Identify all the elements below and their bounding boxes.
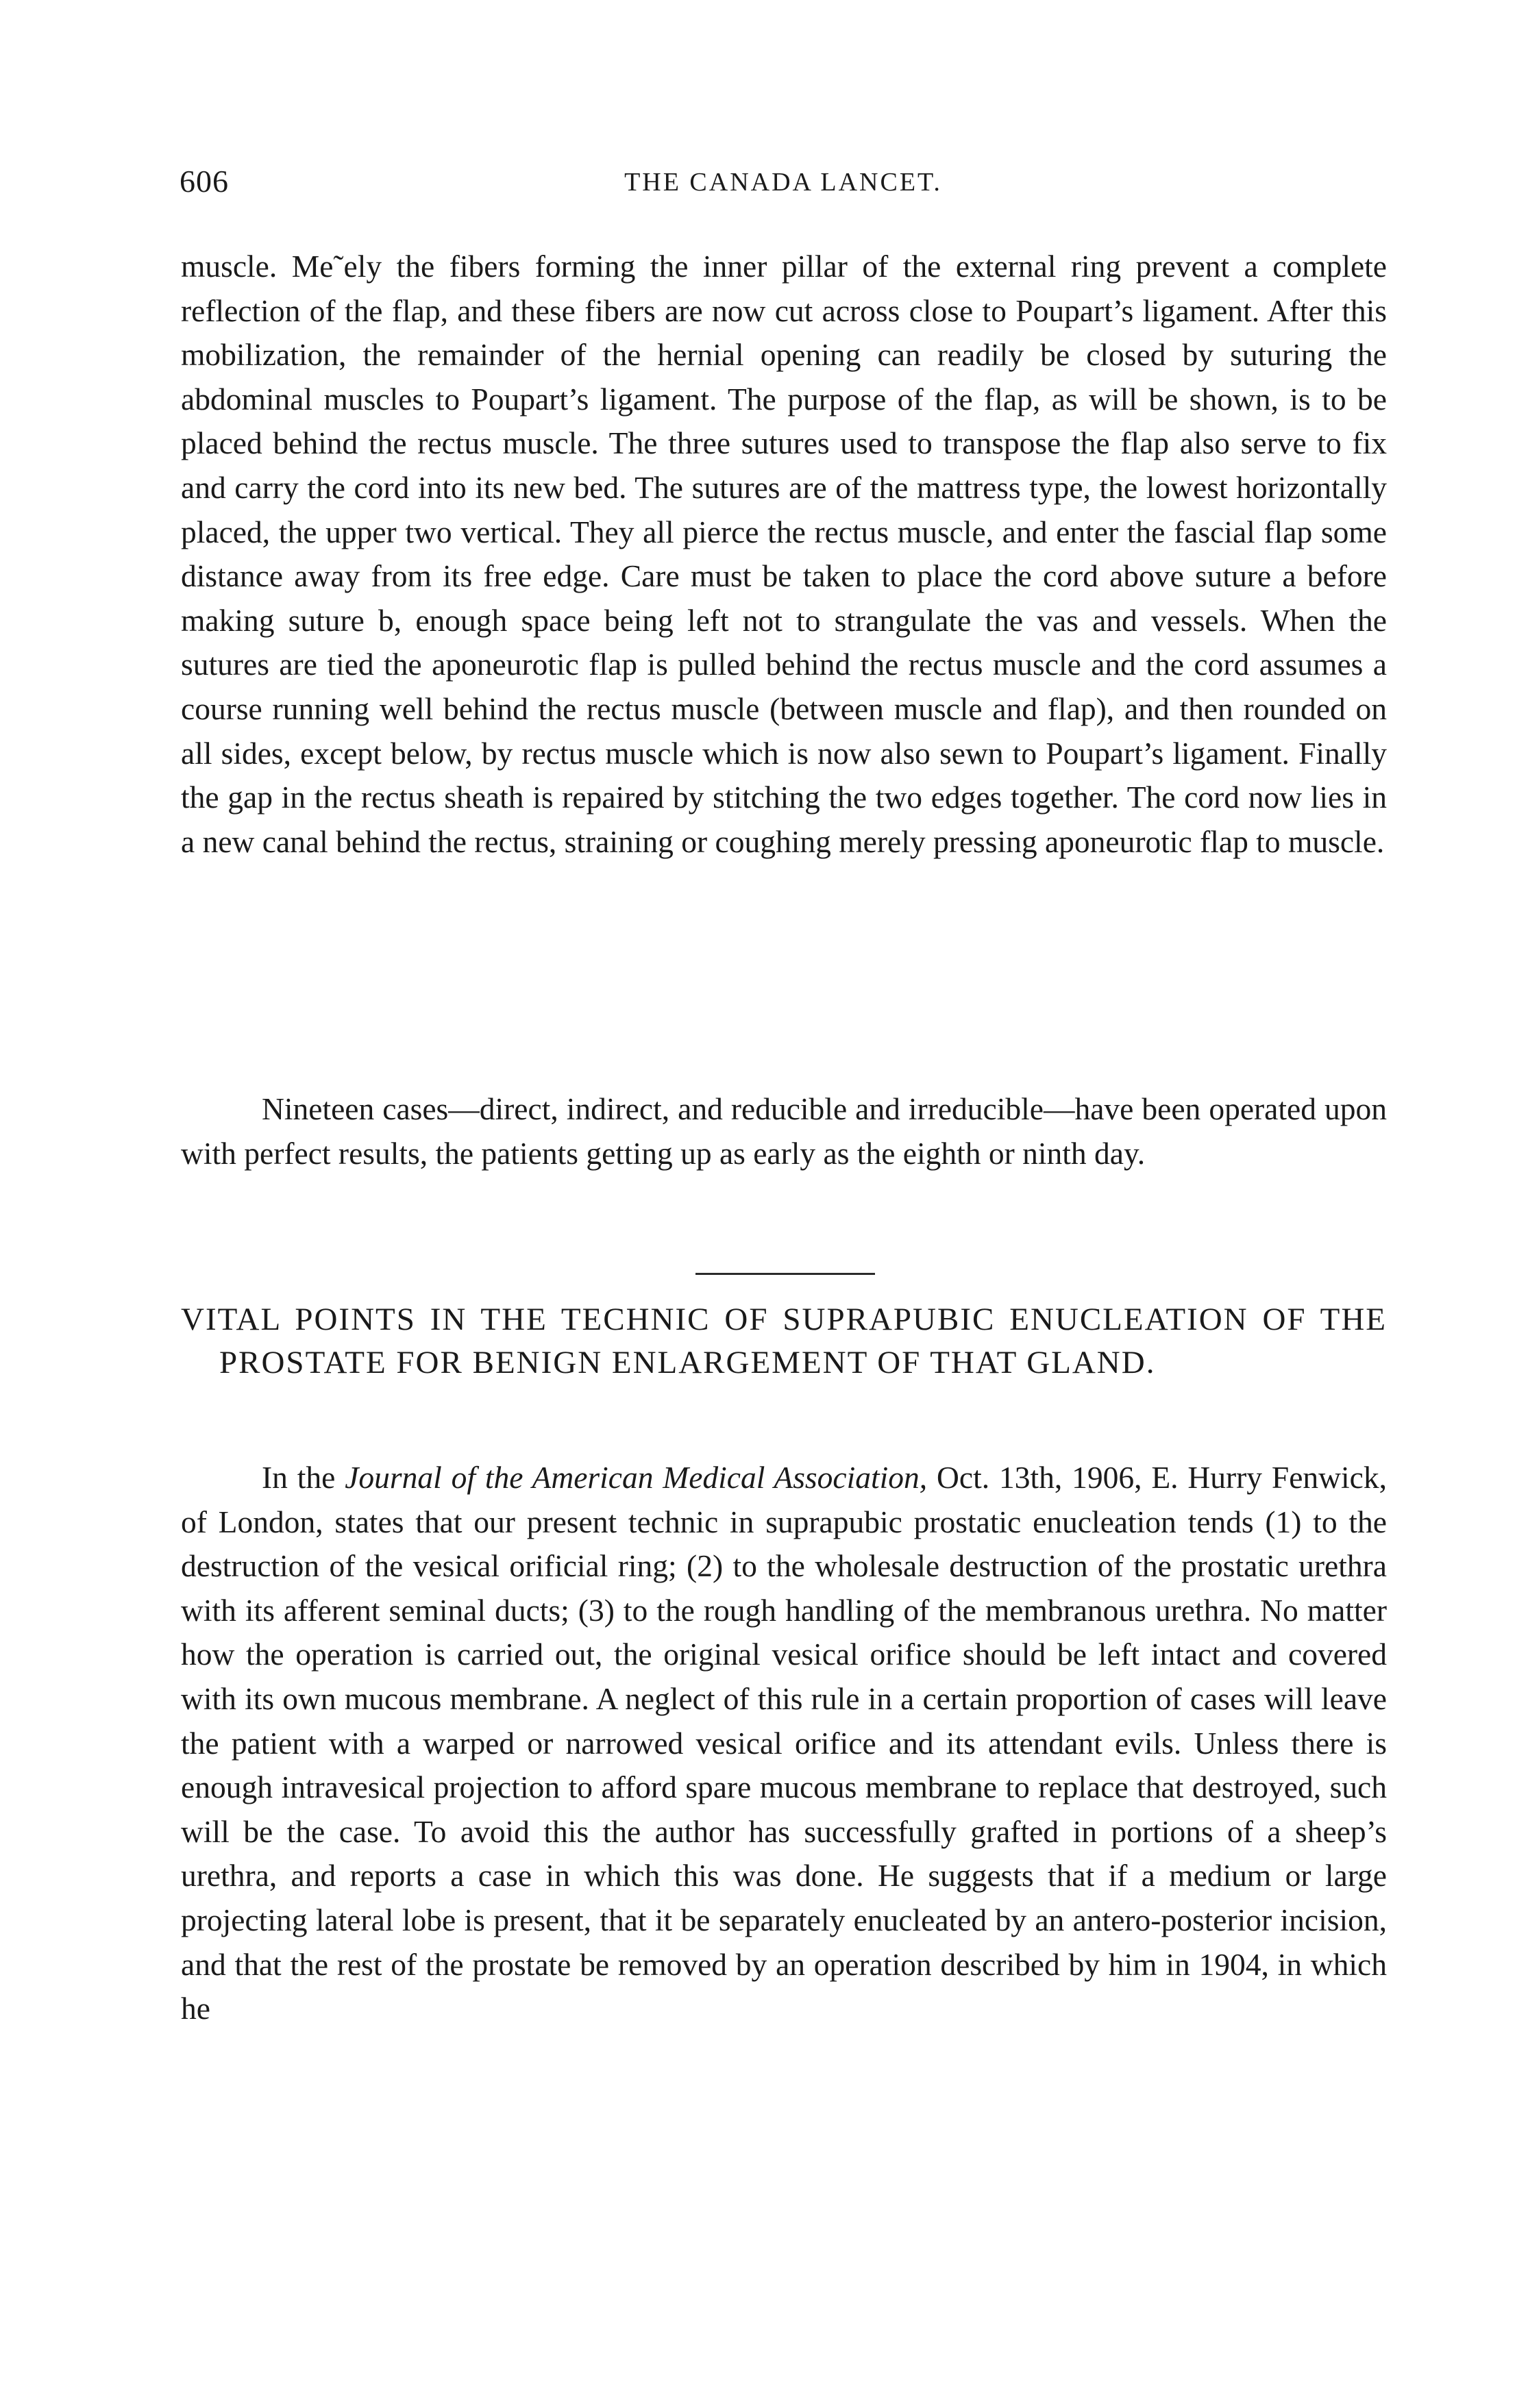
body-text: Oct. 13th, 1906, E. Hurry Fenwick, of London, states that our present technic in suprapubic prostatic enucleation tends (1) to the destruction of the vesical orificial ring; (2) to the wholesale destruction of the prostatic urethra with its afferent seminal ducts; (3) to the rough handling of the membranous urethra. No matter how the operation is carried out, the original vesical orifice should be left intact and covered with its own mucous membrane. A neglect of this rule in a certain proportion of cases will leave the patient with a warped or narrowed vesical orifice and its attendant evils. Unless there is enough intravesical projection to afford spare mucous membrane to replace that destroyed, such will be the case. To avoid this the author has successfully grafted in portions of a sheep’s urethra, and reports a case in which this was done. He suggests that if a medium or large projecting lateral lobe is present, that it be separately enucleated by an antero-posterior incision, and that the rest of the prostate be removed by an operation described by him in 1904, in which he — [181, 1460, 1387, 2026]
section-divider — [695, 1273, 875, 1275]
running-title: THE CANADA LANCET. — [624, 168, 942, 197]
paragraph-muscle-flap: muscle. Me˜ely the fibers forming the inner pillar of the external ring prevent a complete reflection of the flap, and these fibers are now cut across close to Poupart’s ligament. After this mobilization, the remainder of the hernial opening can readily be closed by suturing the abdominal muscles to Poupart’s ligament. The purpose of the flap, as will be shown, is to be placed behind the rectus muscle. The three sutures used to transpose the flap also serve to fix and carry the cord into its new bed. The sutures are of the mattress type, the lowest horizontally placed, the upper two vertical. They all pierce the rectus muscle, and enter the fascial flap some distance away from its free edge. Care must be taken to place the cord above suture a before making suture b, enough space being left not to strangulate the vas and vessels. When the sutures are tied the aponeurotic flap is pulled behind the rectus muscle and the cord assumes a course running well behind the rectus muscle (between muscle and flap), and then rounded on all sides, except below, by rectus muscle which is now also sewn to Poupart’s ligament. Finally the gap in the rectus sheath is repaired by stitching the two edges together. The cord now lies in a new canal behind the rectus, straining or coughing merely pressing aponeurotic flap to muscle. — [181, 249, 1387, 859]
article-body — [181, 1456, 1387, 2031]
continued-paragraph — [181, 245, 1387, 864]
page-number: 606 — [180, 164, 229, 199]
article-title-text: VITAL POINTS IN THE TECHNIC OF SUPRAPUBIC ENUCLEATION OF THE PROSTATE FOR BENIGN ENLARGEMENT OF THAT GLAND. — [181, 1302, 1387, 1380]
page-header — [180, 163, 1387, 204]
journal-name: Journal of the American Medical Association, — [345, 1460, 928, 1495]
article-title — [181, 1298, 1387, 1385]
intro-text: In the — [262, 1460, 345, 1495]
paragraph-nineteen-cases: Nineteen cases—direct, indirect, and reducible and irreducible—have been operated upon with perfect results, the patients getting up as early as the eighth or ninth day. — [181, 1091, 1387, 1171]
results-paragraph-block — [181, 1087, 1387, 1176]
paragraph-fenwick — [181, 1456, 1387, 2031]
